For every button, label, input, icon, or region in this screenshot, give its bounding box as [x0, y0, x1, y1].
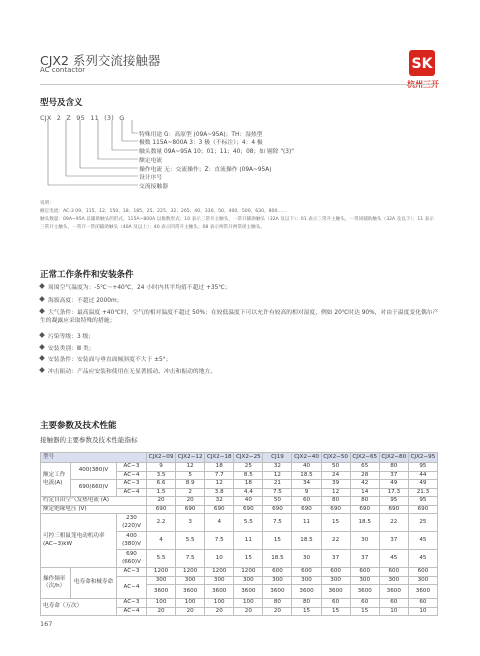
table-cell: 3	[176, 514, 205, 532]
table-cell: 49	[379, 480, 408, 489]
table-cell: 12	[176, 463, 205, 472]
spec-table	[40, 452, 438, 616]
table-cell: 30	[292, 550, 321, 568]
table-cell: 14	[350, 488, 379, 497]
table-cell: 18.5	[263, 550, 292, 568]
table-cell: 20	[263, 607, 292, 616]
table-cell: 50	[263, 497, 292, 506]
table-cell: 690	[205, 505, 234, 514]
notes-current: 额定电流：AC-3 09、115、12、150、18、185、25、225、32；265、40、330、50、400、500、630、800……	[40, 209, 287, 214]
table-cell: 18	[205, 463, 234, 472]
table-cell: 7.5	[263, 514, 292, 532]
table-cell: 18	[234, 480, 263, 489]
table-cell: 80	[379, 463, 408, 472]
page-subtitle: AC contactor	[40, 66, 86, 74]
table-cell: 690	[379, 505, 408, 514]
table-cell: 300	[147, 576, 176, 585]
model-section-heading: 型号及含义	[40, 98, 83, 108]
table-cell: 7.5	[263, 488, 292, 497]
bullet-icon	[39, 355, 45, 361]
model-leader-lines	[40, 118, 150, 194]
table-cell: 40	[234, 497, 263, 506]
row-label: 690 (660)V	[117, 550, 147, 568]
table-cell: 10	[205, 550, 234, 568]
model-desc-current: 额定电流	[139, 158, 163, 164]
table-cell: 5.5	[234, 514, 263, 532]
table-cell: 95	[408, 463, 437, 472]
table-cell: 15	[321, 514, 350, 532]
table-cell: 8.9	[176, 480, 205, 489]
table-cell: 15	[321, 607, 350, 616]
table-cell: 3600	[205, 585, 234, 599]
table-cell: 15	[234, 550, 263, 568]
row-label: 400 (380)V	[117, 532, 147, 550]
condition-item	[40, 333, 440, 341]
table-cell: 10	[379, 607, 408, 616]
row-label: 电寿命和械寿命	[71, 568, 117, 599]
model-desc-design: 设计序号	[139, 175, 163, 181]
table-cell: 3600	[147, 585, 176, 599]
table-cell: 3600	[350, 585, 379, 599]
row-label: AC−3	[117, 568, 147, 577]
table-row	[41, 599, 438, 608]
row-label: 电寿命（万次）	[41, 599, 117, 616]
table-cell: 8.5	[234, 471, 263, 480]
table-cell: 300	[176, 576, 205, 585]
condition-item	[40, 368, 440, 376]
table-cell: 5	[176, 471, 205, 480]
table-cell: 30	[350, 532, 379, 550]
table-cell: 690	[147, 505, 176, 514]
table-cell: 300	[350, 576, 379, 585]
table-cell: 9	[147, 463, 176, 472]
table-cell: 3600	[321, 585, 350, 599]
table-cell: 17.3	[379, 488, 408, 497]
table-row	[41, 463, 438, 472]
table-cell: 300	[205, 576, 234, 585]
table-cell: 34	[292, 480, 321, 489]
table-cell: 50	[321, 463, 350, 472]
page-number: 167	[40, 620, 53, 628]
table-cell: 45	[408, 532, 437, 550]
table-cell: 4	[205, 514, 234, 532]
table-cell: 12	[263, 471, 292, 480]
table-cell: 2.2	[147, 514, 176, 532]
table-cell: 22	[379, 514, 408, 532]
table-cell: 300	[263, 576, 292, 585]
table-cell: 15	[350, 607, 379, 616]
table-cell: 39	[321, 480, 350, 489]
table-cell: 44	[408, 471, 437, 480]
row-label: AC−3	[117, 463, 147, 472]
table-cell: 60	[350, 599, 379, 608]
table-cell: 600	[263, 568, 292, 577]
table-row	[41, 568, 438, 577]
table-header-cell: 型号	[41, 453, 147, 463]
table-cell: 12	[321, 488, 350, 497]
table-cell: 1200	[147, 568, 176, 577]
table-cell: 65	[350, 463, 379, 472]
condition-item	[40, 284, 440, 292]
table-cell: 18.5	[292, 471, 321, 480]
table-cell: 100	[176, 599, 205, 608]
table-cell: 600	[350, 568, 379, 577]
table-cell: 3600	[408, 585, 437, 599]
row-label: AC−4	[117, 607, 147, 616]
table-cell: 22	[321, 532, 350, 550]
table-cell: 300	[234, 576, 263, 585]
model-code: CJX 2 Z 95 11 (3) G	[40, 114, 125, 122]
bullet-icon	[39, 344, 45, 350]
table-cell: 7.5	[205, 532, 234, 550]
table-cell: 600	[292, 568, 321, 577]
table-cell: 1200	[234, 568, 263, 577]
table-cell: 1.5	[147, 488, 176, 497]
table-cell: 37	[379, 532, 408, 550]
model-desc-poles: 极数 115A~800A 3：3 极（不标注）；4：4 极	[139, 140, 263, 146]
table-cell: 4	[147, 532, 176, 550]
table-cell: 9	[292, 488, 321, 497]
table-header-row	[41, 453, 438, 463]
row-label: AC−3	[117, 599, 147, 608]
table-header-cell: CJX2−18	[205, 453, 234, 463]
table-cell: 7.5	[176, 550, 205, 568]
brand-name: 杭州三开	[407, 80, 439, 89]
table-cell: 2	[176, 488, 205, 497]
table-cell: 80	[292, 599, 321, 608]
table-cell: 20	[205, 607, 234, 616]
notes-contacts: 触头数量：09A~95A 以辅助触头的形式，115A~800A 以极数形式；10 表示三常开主触头，一常开辅助触头（32A 及以下）；01 表示三常开主触头，一常闭辅助触头（32A 及以下）；11 表示三常开主触头，一常开一常闭辅助触头（40A 及以上）；40 表示四常开主触头；08 表示两常开两常闭主触头。	[40, 217, 434, 230]
table-header-cell: CJX2−40	[292, 453, 321, 463]
table-cell: 37	[379, 471, 408, 480]
condition-item	[40, 297, 440, 305]
row-label: 额定绝缘电压 (V)	[41, 505, 147, 514]
table-cell: 95	[408, 497, 437, 506]
table-header-cell: CJ19	[263, 453, 292, 463]
condition-text: 安装条件：安装面与垂直面倾斜度不大于 ±5°；	[48, 357, 172, 363]
table-cell: 45	[408, 550, 437, 568]
table-cell: 20	[176, 497, 205, 506]
bullet-icon	[39, 332, 45, 338]
table-cell: 49	[408, 480, 437, 489]
table-cell: 40	[292, 463, 321, 472]
table-cell: 80	[321, 497, 350, 506]
model-notes	[40, 200, 438, 232]
table-cell: 15	[292, 607, 321, 616]
table-cell: 21.3	[408, 488, 437, 497]
row-label: 可控三相鼠笼电动机功率 (AC−3)kW	[41, 514, 117, 568]
table-cell: 100	[234, 599, 263, 608]
table-cell: 20	[147, 497, 176, 506]
notes-title: 说明：	[40, 201, 54, 206]
table-cell: 690	[292, 505, 321, 514]
table-cell: 3.8	[205, 488, 234, 497]
row-label: AC−4	[117, 488, 147, 497]
condition-item	[40, 309, 440, 325]
table-cell: 20	[234, 607, 263, 616]
table-cell: 15	[263, 532, 292, 550]
row-label: AC−3	[117, 480, 147, 489]
table-cell: 300	[292, 576, 321, 585]
condition-text: 大气条件：最高温度 +40℃时，空气的相对温度不超过 50%；在较低温度下可以允许有较高的相对湿度，例如 20℃时达 90%，对由于温度变化偶尔产生的凝露应采取特殊的措施；	[40, 310, 439, 324]
table-cell: 7.7	[205, 471, 234, 480]
table-cell: 60	[408, 599, 437, 608]
table-cell: 690	[408, 505, 437, 514]
table-cell: 3600	[292, 585, 321, 599]
table-row	[41, 505, 438, 514]
condition-text: 安装类别：Ⅲ 类；	[48, 346, 95, 352]
table-header-cell: CJX2−50	[321, 453, 350, 463]
model-desc-type: 交流接触器	[139, 184, 168, 190]
model-desc-operation: 操作电流 无：交流操作；Z：直流操作 (09A~95A)	[139, 167, 272, 173]
table-cell: 3600	[234, 585, 263, 599]
row-label: 操作频率（次/h）	[41, 568, 71, 599]
table-cell: 600	[321, 568, 350, 577]
table-header-cell: CJX2−65	[350, 453, 379, 463]
table-cell: 45	[379, 550, 408, 568]
row-label: 约定自由空气发热电流 (A)	[41, 497, 147, 506]
table-cell: 60	[379, 599, 408, 608]
table-cell: 12	[205, 480, 234, 489]
table-cell: 32	[263, 463, 292, 472]
row-label: 额定工作电流(A)	[41, 463, 71, 497]
table-cell: 1200	[205, 568, 234, 577]
bullet-icon	[39, 308, 45, 314]
table-cell: 300	[379, 576, 408, 585]
brand-logo-icon	[409, 50, 435, 76]
table-cell: 37	[321, 550, 350, 568]
table-cell: 80	[350, 497, 379, 506]
table-cell: 11	[234, 532, 263, 550]
table-cell: 690	[234, 505, 263, 514]
table-cell: 25	[234, 463, 263, 472]
condition-text: 周围空气温度为：-5℃～+40℃，24 小时内其平均值不超过 +35℃；	[48, 285, 231, 291]
table-header-cell: CJX2−80	[379, 453, 408, 463]
table-cell: 10	[408, 607, 437, 616]
table-cell: 18.5	[292, 532, 321, 550]
row-label: 690(660)V	[71, 480, 117, 497]
condition-text: 污染等级：3 级；	[48, 334, 95, 340]
table-header-cell: CJX2−25	[234, 453, 263, 463]
table-header-cell: CJX2−09	[147, 453, 176, 463]
table-cell: 37	[350, 550, 379, 568]
table-cell: 60	[321, 599, 350, 608]
table-cell: 3.5	[147, 471, 176, 480]
table-cell: 6.6	[147, 480, 176, 489]
table-cell: 42	[350, 480, 379, 489]
row-label: AC−4	[117, 471, 147, 480]
table-cell: 4.4	[234, 488, 263, 497]
table-cell: 100	[205, 599, 234, 608]
table-cell: 600	[408, 568, 437, 577]
table-row	[41, 497, 438, 506]
table-cell: 690	[263, 505, 292, 514]
table-cell: 3600	[176, 585, 205, 599]
table-cell: 690	[176, 505, 205, 514]
condition-item	[40, 345, 440, 353]
table-cell: 18.5	[350, 514, 379, 532]
table-row	[41, 514, 438, 532]
table-cell: 300	[408, 576, 437, 585]
table-cell: 690	[321, 505, 350, 514]
row-label: 400(380)V	[71, 463, 117, 480]
table-cell: 11	[292, 514, 321, 532]
table-row	[41, 480, 438, 489]
table-cell: 600	[379, 568, 408, 577]
bullet-icon	[39, 296, 45, 302]
params-section-heading: 主要参数及技术性能	[40, 421, 117, 431]
row-label: 230 (220)V	[117, 514, 147, 532]
condition-text: 海拔高度：不超过 2000m；	[48, 298, 123, 304]
page-title: CJX2 系列交流接触器	[40, 53, 161, 68]
table-cell: 1200	[176, 568, 205, 577]
table-cell: 20	[176, 607, 205, 616]
row-label: AC−4	[117, 576, 147, 599]
bullet-icon	[39, 283, 45, 289]
table-cell: 20	[147, 607, 176, 616]
table-cell: 32	[205, 497, 234, 506]
table-header-cell: CJX2−12	[176, 453, 205, 463]
table-cell: 80	[263, 599, 292, 608]
table-cell: 100	[147, 599, 176, 608]
table-cell: 60	[292, 497, 321, 506]
table-cell: 3600	[379, 585, 408, 599]
condition-item	[40, 356, 440, 364]
table-cell: 300	[321, 576, 350, 585]
table-cell: 95	[379, 497, 408, 506]
model-desc-special: 特殊用途 G：高原型 (09A~95A)；TH：湿热型	[139, 132, 263, 138]
table-cell: 21	[263, 480, 292, 489]
conditions-section-heading: 正常工作条件和安装条件	[40, 270, 134, 280]
table-cell: 5.5	[176, 532, 205, 550]
table-cell: 690	[350, 505, 379, 514]
table-cell: 3600	[263, 585, 292, 599]
params-subheading: 接触器的主要参数及技术性能指标	[40, 436, 138, 444]
table-header-cell: CJX2−95	[408, 453, 437, 463]
table-cell: 5.5	[147, 550, 176, 568]
svg-text:SK: SK	[411, 56, 433, 72]
model-desc-contacts: 触头数量 09A~95A 10；01；11；40；08；如 剔除 "(3)"	[139, 149, 294, 155]
header-divider	[40, 84, 438, 85]
table-cell: 25	[408, 514, 437, 532]
condition-text: 冲击振动：产品应安装和使用在无显著摇动、冲击和振动的地方。	[48, 369, 217, 375]
table-cell: 24	[321, 471, 350, 480]
table-cell: 28	[350, 471, 379, 480]
bullet-icon	[39, 367, 45, 373]
